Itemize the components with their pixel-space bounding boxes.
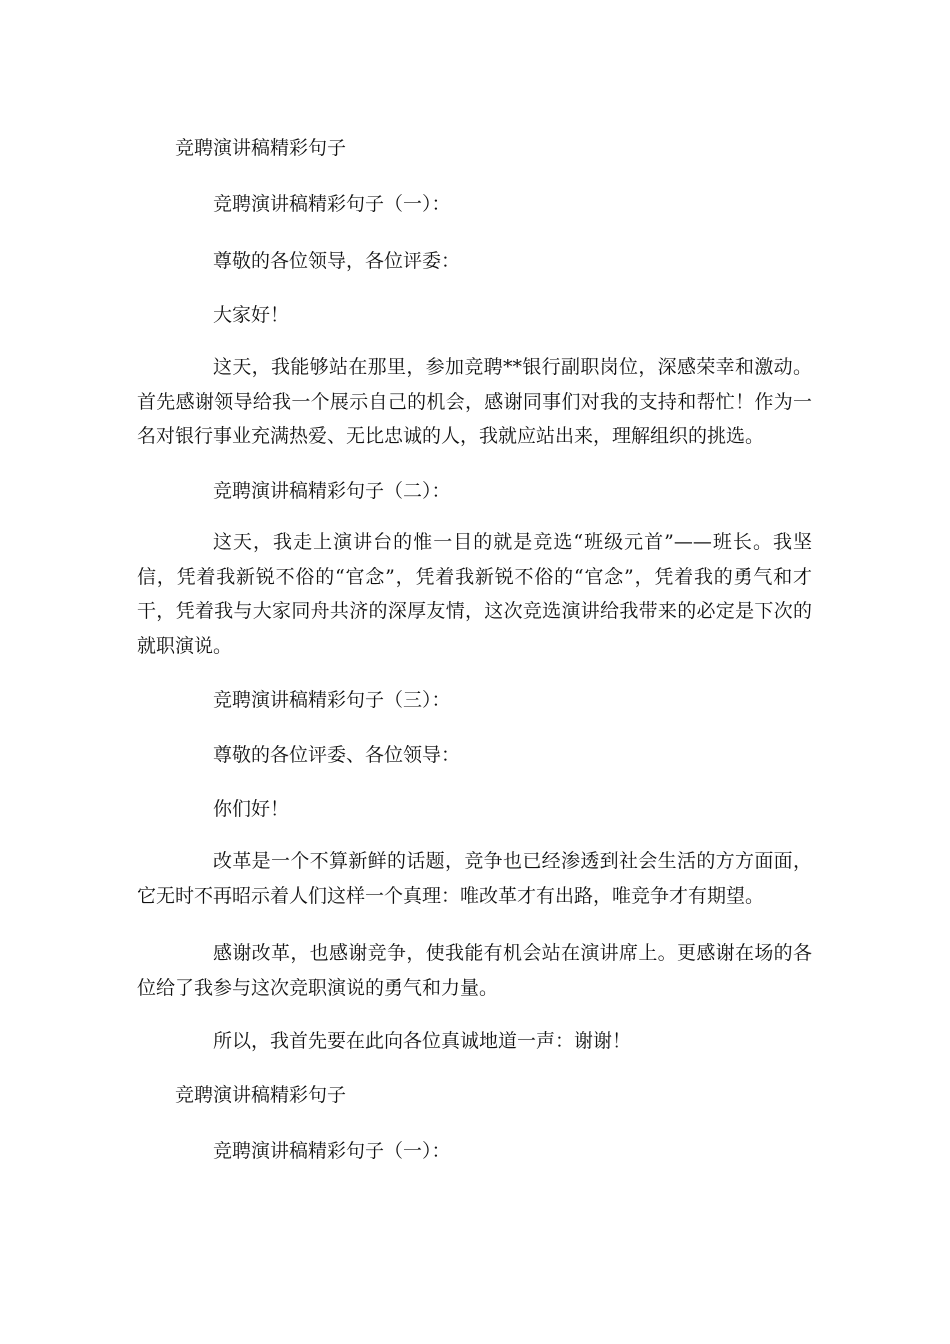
section-3-heading: 竞聘演讲稿精彩句子（三）： xyxy=(213,689,451,711)
section-1-salutation: 尊敬的各位领导，各位评委： xyxy=(213,250,461,272)
section-3-salutation: 尊敬的各位评委、各位领导： xyxy=(213,744,461,766)
section-2-paragraph: 这天，我走上演讲台的惟一目的就是竞选“班级元首”——班长。我坚信，凭着我新锐不俗的“官念”，凭着我新锐不俗的“官念”，凭着我的勇气和才干，凭着我与大家同舟共济的深厚友情，这次竞选演讲给我带来的必定是下次的就职演说。 xyxy=(137,531,812,657)
section-2-heading: 竞聘演讲稿精彩句子（二）： xyxy=(213,480,451,502)
document-title: 竞聘演讲稿精彩句子 xyxy=(175,137,347,159)
section-3-paragraph-2: 感谢改革，也感谢竞争，使我能有机会站在演讲席上。更感谢在场的各位给了我参与这次竞职演说的勇气和力量。 xyxy=(137,942,812,999)
section-3-greeting: 你们好！ xyxy=(213,798,290,820)
section-3-paragraph-1: 改革是一个不算新鲜的话题，竞争也已经渗透到社会生活的方方面面，它无时不再昭示着人们这样一个真理：唯改革才有出路，唯竞争才有期望。 xyxy=(137,850,812,907)
section-1-heading: 竞聘演讲稿精彩句子（一）： xyxy=(213,193,451,215)
repeat-title: 竞聘演讲稿精彩句子 xyxy=(175,1084,347,1106)
section-1-greeting: 大家好！ xyxy=(213,304,290,326)
section-3-closing: 所以，我首先要在此向各位真诚地道一声：谢谢！ xyxy=(213,1030,632,1052)
section-1-paragraph: 这天，我能够站在那里，参加竞聘**银行副职岗位，深感荣幸和激动。首先感谢领导给我一个展示自己的机会，感谢同事们对我的支持和帮忙！作为一名对银行事业充满热爱、无比忠诚的人，我就应站出来，理解组织的挑选。 xyxy=(137,356,812,447)
repeat-heading: 竞聘演讲稿精彩句子（一）： xyxy=(213,1140,451,1162)
